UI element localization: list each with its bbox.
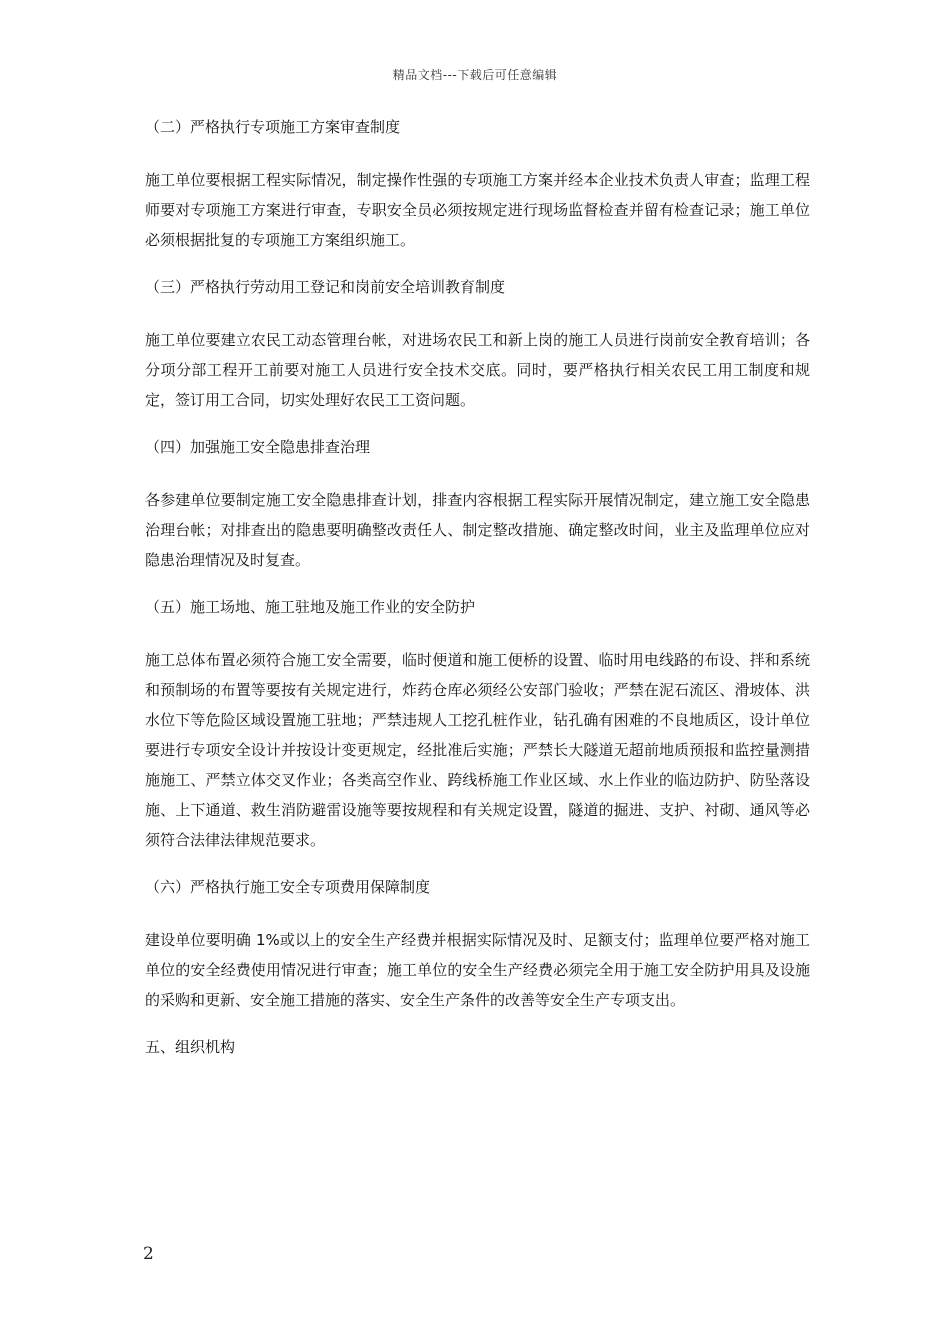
section-paragraph: 各参建单位要制定施工安全隐患排查计划，排查内容根据工程实际开展情况制定，建立施工安全隐患治理台帐；对排查出的隐患要明确整改责任人、制定整改措施、确定整改时间，业主及监理单位应对隐患治理情况及时复查。	[145, 491, 810, 569]
section-heading: （五）施工场地、施工驻地及施工作业的安全防护	[145, 598, 476, 616]
page-header: 精品文档---下载后可任意编辑	[392, 68, 558, 82]
section-2	[145, 113, 810, 255]
section-heading: （四）加强施工安全隐患排查治理	[145, 438, 371, 456]
section-paragraph: 施工单位要根据工程实际情况，制定操作性强的专项施工方案并经本企业技术负责人审查；监理工程师要对专项施工方案进行审查，专职安全员必须按规定进行现场监督检查并留有检查记录；施工单位必须根据批复的专项施工方案组织施工。	[145, 171, 810, 249]
section-5	[145, 593, 810, 855]
chapter-heading: 五、组织机构	[145, 1038, 236, 1056]
section-heading: （六）严格执行施工安全专项费用保障制度	[145, 878, 431, 896]
section-paragraph: 施工总体布置必须符合施工安全需要，临时便道和施工便桥的设置、临时用电线路的布设、拌和系统和预制场的布置等要按有关规定进行，炸药仓库必须经公安部门验收；严禁在泥石流区、滑坡体、洪水位下等危险区域设置施工驻地；严禁违规人工挖孔桩作业，钻孔确有困难的不良地质区，设计单位要进行专项安全设计并按设计变更规定，经批准后实施；严禁长大隧道无超前地质预报和监控量测措施施工、严禁立体交叉作业；各类高空作业、跨线桥施工作业区域、水上作业的临边防护、防坠落设施、上下通道、救生消防避雷设施等要按规程和有关规定设置，隧道的掘进、支护、衬砌、通风等必须符合法律法律规范要求。	[145, 651, 810, 849]
section-6	[145, 873, 810, 1015]
page-number: 2	[143, 1244, 154, 1264]
section-heading: （三）严格执行劳动用工登记和岗前安全培训教育制度	[145, 278, 506, 296]
section-heading: （二）严格执行专项施工方案审查制度	[145, 118, 401, 136]
section-paragraph: 建设单位要明确 1%或以上的安全生产经费并根据实际情况及时、足额支付；监理单位要严格对施工单位的安全经费使用情况进行审查；施工单位的安全生产经费必须完全用于施工安全防护用具及设施的采购和更新、安全施工措施的落实、安全生产条件的改善等安全生产专项支出。	[145, 931, 810, 1009]
section-4	[145, 433, 810, 575]
section-paragraph: 施工单位要建立农民工动态管理台帐，对进场农民工和新上岗的施工人员进行岗前安全教育培训；各分项分部工程开工前要对施工人员进行安全技术交底。同时，要严格执行相关农民工用工制度和规定，签订用工合同，切实处理好农民工工资问题。	[145, 331, 810, 409]
section-3	[145, 273, 810, 415]
document-body	[145, 113, 810, 1085]
